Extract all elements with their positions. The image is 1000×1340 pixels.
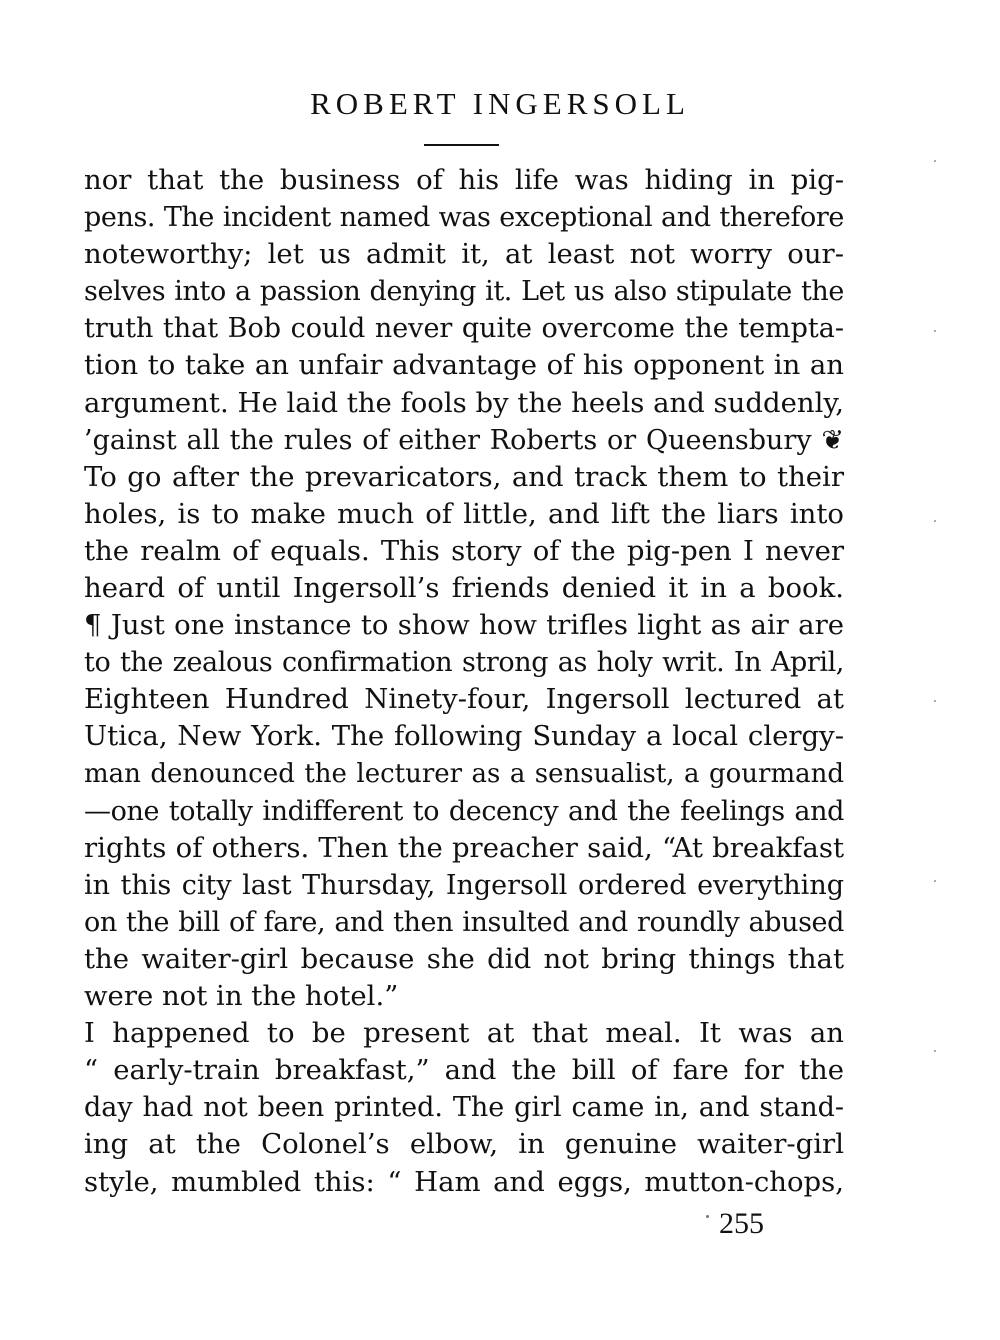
print-speck	[934, 520, 936, 522]
text-line: in this city last Thursday, Ingersoll ordered everything	[84, 869, 844, 901]
text-line: I happened to be present at that meal. It was an	[84, 1017, 844, 1050]
text-line: were not in the hotel.”	[84, 980, 399, 1013]
text-line: holes, is to make much of little, and lift the liars into	[84, 497, 844, 530]
text-line: heard of until Ingersoll’s friends denied it in a book.	[84, 572, 844, 605]
text-line: the waiter-girl because she did not bring things that	[84, 942, 844, 975]
print-speck	[934, 700, 936, 702]
text-line: noteworthy; let us admit it, at least not worry our-	[84, 238, 844, 271]
text-line: Eighteen Hundred Ninety-four, Ingersoll lectured at	[84, 683, 844, 716]
text-line: To go after the prevaricators, and track them to their	[84, 460, 844, 493]
print-speck	[706, 1215, 709, 1218]
text-line: style, mumbled this: “ Ham and eggs, mutton-chops,	[84, 1165, 844, 1198]
text-line: truth that Bob could never quite overcome the tempta-	[84, 313, 844, 345]
text-line: ’gainst all the rules of either Roberts or Queensbury ❦	[84, 424, 844, 456]
print-speck	[934, 160, 936, 162]
text-line: rights of others. Then the preacher said, “At breakfast	[84, 831, 844, 864]
print-speck	[934, 330, 936, 332]
text-line: day had not been printed. The girl came in, and stand-	[84, 1092, 844, 1124]
body-text	[84, 162, 844, 1201]
text-line: pens. The incident named was exceptional and therefore	[84, 202, 844, 234]
print-speck	[934, 1050, 936, 1052]
text-line: man denounced the lecturer as a sensualist, a gourmand	[84, 758, 844, 789]
text-line: the realm of equals. This story of the pig-pen I never	[84, 534, 844, 567]
text-line: —one totally indifferent to decency and the feelings and	[84, 795, 844, 827]
head-rule	[424, 144, 499, 146]
print-speck	[934, 880, 936, 882]
text-line: to the zealous confirmation strong as holy writ. In April,	[84, 647, 844, 679]
text-line: tion to take an unfair advantage of his opponent in an	[84, 349, 844, 382]
text-line: nor that the business of his life was hiding in pig-	[84, 164, 844, 196]
page-number: 255	[719, 1207, 764, 1240]
text-line: selves into a passion denying it. Let us also stipulate the	[84, 276, 844, 308]
text-line: “ early-train breakfast,” and the bill of fare for the	[84, 1054, 844, 1087]
text-line: ing at the Colonel’s elbow, in genuine waiter-girl	[84, 1128, 844, 1161]
text-line: on the bill of fare, and then insulted and roundly abused	[84, 906, 844, 938]
text-line: argument. He laid the fools by the heels and suddenly,	[84, 386, 844, 419]
text-line: Utica, New York. The following Sunday a local clergy-	[84, 720, 844, 753]
text-line: ¶ Just one instance to show how trifles light as air are	[84, 609, 844, 642]
running-head: ROBERT INGERSOLL	[310, 86, 690, 121]
